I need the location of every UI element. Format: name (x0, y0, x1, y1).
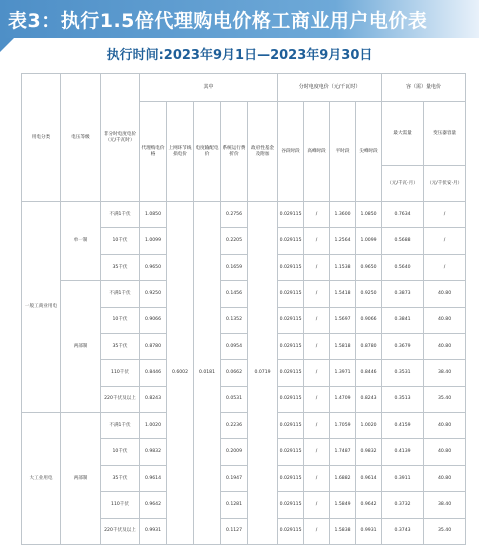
cell-valley: / (304, 492, 330, 518)
cell-price: 0.9614 (140, 465, 167, 491)
cell-price: 0.8243 (140, 386, 167, 412)
cell-flat: 0.8446 (356, 360, 382, 386)
page-title: 表3：执行1.5倍代理购电价格工商业用户电价表 (8, 10, 428, 32)
cell-peak: 1.2564 (330, 228, 356, 254)
cell-top: 0.3911 (382, 465, 424, 491)
cell-price: 0.9642 (140, 492, 167, 518)
cell-valley: / (304, 202, 330, 228)
cell-flat: 1.0099 (356, 228, 382, 254)
cell-valley: / (304, 465, 330, 491)
cell-valley: / (304, 281, 330, 307)
cell-fund: 0.029115 (278, 439, 304, 465)
cell-line-shared: 0.0181 (194, 202, 221, 545)
cell-fund: 0.029115 (278, 307, 304, 333)
cell-transmission: 0.0662 (221, 360, 248, 386)
cell-fund: 0.029115 (278, 202, 304, 228)
price-table (21, 73, 466, 545)
header-fund: 政府性基金及附加 (248, 102, 278, 202)
cell-peak: 1.4709 (330, 386, 356, 412)
cell-top: 0.7634 (382, 202, 424, 228)
cell-price: 0.9066 (140, 307, 167, 333)
cell-flat: 0.9650 (356, 254, 382, 280)
header-proxy: 代理购电价格 (140, 102, 167, 202)
cell-demand: 40.80 (424, 439, 466, 465)
cell-transmission: 0.1127 (221, 518, 248, 545)
cell-demand: 35.40 (424, 386, 466, 412)
cell-top: 0.3679 (382, 333, 424, 359)
subgroup-cell: 两部制 (61, 281, 101, 413)
cell-system-shared: 0.0719 (248, 202, 278, 545)
cell-voltage: 不满1千伏 (101, 281, 140, 307)
cell-voltage: 不满1千伏 (101, 413, 140, 439)
cell-peak: 1.5818 (330, 333, 356, 359)
cell-peak: 1.7059 (330, 413, 356, 439)
cell-valley: / (304, 228, 330, 254)
cell-voltage: 35千伏 (101, 254, 140, 280)
cell-voltage: 35千伏 (101, 333, 140, 359)
cell-demand: 40.80 (424, 413, 466, 439)
header-demand-unit: （元/千瓦·月） (382, 166, 424, 202)
header-transmission: 电度输配电价 (194, 102, 221, 202)
cell-transmission: 0.1947 (221, 465, 248, 491)
cell-flat: 1.0020 (356, 413, 382, 439)
cell-demand: 40.80 (424, 465, 466, 491)
title-banner (0, 0, 479, 38)
cell-voltage: 10千伏 (101, 439, 140, 465)
cell-price: 1.0020 (140, 413, 167, 439)
cell-fund: 0.029115 (278, 465, 304, 491)
cell-peak: 1.5418 (330, 281, 356, 307)
cell-fund: 0.029115 (278, 360, 304, 386)
cell-fund: 0.029115 (278, 413, 304, 439)
cell-fund: 0.029115 (278, 254, 304, 280)
header-transformer-unit: （元/千伏安·月） (424, 166, 466, 202)
cell-demand: 38.40 (424, 492, 466, 518)
cell-valley: / (304, 518, 330, 545)
cell-demand: 40.80 (424, 307, 466, 333)
header-capacity: 容（需）量电价 (382, 74, 466, 102)
header-peak: 高峰时段 (304, 102, 330, 202)
cell-transmission: 0.2756 (221, 202, 248, 228)
cell-transmission: 0.2205 (221, 228, 248, 254)
cell-top: 0.3732 (382, 492, 424, 518)
cell-transmission: 0.2236 (221, 413, 248, 439)
price-table-container (21, 73, 465, 545)
cell-transmission: 0.0954 (221, 333, 248, 359)
cell-peak: 1.3971 (330, 360, 356, 386)
header-price: 非分时电度电价（元/千瓦时） (101, 74, 140, 202)
cell-demand: 40.80 (424, 281, 466, 307)
cell-flat: 0.9642 (356, 492, 382, 518)
cell-valley: / (304, 439, 330, 465)
cell-fund: 0.029115 (278, 386, 304, 412)
cell-valley: / (304, 386, 330, 412)
cell-voltage: 220千伏及以上 (101, 518, 140, 545)
cell-price: 0.8446 (140, 360, 167, 386)
effective-period: 执行时间:2023年9月1日—2023年9月30日 (106, 48, 373, 63)
cell-transmission: 0.1456 (221, 281, 248, 307)
cell-voltage: 220千伏及以上 (101, 386, 140, 412)
cell-transmission: 0.2009 (221, 439, 248, 465)
cell-fund: 0.029115 (278, 518, 304, 545)
cell-peak: 1.5838 (330, 518, 356, 545)
cell-peak: 1.7487 (330, 439, 356, 465)
cell-voltage: 110千伏 (101, 360, 140, 386)
cell-peak: 1.5849 (330, 492, 356, 518)
cell-voltage: 10千伏 (101, 307, 140, 333)
header-category: 用电分类 (22, 74, 61, 202)
cell-demand: 35.40 (424, 518, 466, 545)
cell-flat: 0.8780 (356, 333, 382, 359)
cell-peak: 1.5697 (330, 307, 356, 333)
cell-voltage: 35千伏 (101, 465, 140, 491)
header-top: 尖峰时段 (356, 102, 382, 202)
cell-peak: 1.3600 (330, 202, 356, 228)
cell-transmission: 0.1659 (221, 254, 248, 280)
header-demand: 最大需量 (382, 102, 424, 166)
cell-flat: 0.9832 (356, 439, 382, 465)
cell-proxy-shared: 0.6002 (167, 202, 194, 545)
cell-price: 1.0850 (140, 202, 167, 228)
header-components: 其中 (140, 74, 278, 102)
cell-valley: / (304, 307, 330, 333)
header-tou: 分时电度电价（元/千瓦时） (278, 74, 382, 102)
cell-transmission: 0.1352 (221, 307, 248, 333)
subgroup-cell: 两部制 (61, 413, 101, 545)
cell-fund: 0.029115 (278, 228, 304, 254)
cell-top: 0.5688 (382, 228, 424, 254)
cell-top: 0.5640 (382, 254, 424, 280)
cell-demand: 40.80 (424, 333, 466, 359)
cell-flat: 0.9066 (356, 307, 382, 333)
header-transformer: 变压器容量 (424, 102, 466, 166)
cell-flat: 0.8243 (356, 386, 382, 412)
cell-top: 0.4159 (382, 413, 424, 439)
cell-top: 0.3841 (382, 307, 424, 333)
cell-price: 0.9832 (140, 439, 167, 465)
cell-top: 0.3743 (382, 518, 424, 545)
cell-voltage: 110千伏 (101, 492, 140, 518)
subgroup-cell: 单一制 (61, 202, 101, 281)
cell-fund: 0.029115 (278, 333, 304, 359)
cell-peak: 1.6882 (330, 465, 356, 491)
header-voltage: 电压等级 (61, 74, 101, 202)
cell-valley: / (304, 254, 330, 280)
cell-flat: 0.9250 (356, 281, 382, 307)
cell-demand: / (424, 202, 466, 228)
cell-price: 0.9650 (140, 254, 167, 280)
cell-flat: 1.0850 (356, 202, 382, 228)
cell-fund: 0.029115 (278, 281, 304, 307)
group-cell: 一般工商业用电 (22, 202, 61, 413)
cell-flat: 0.9931 (356, 518, 382, 545)
cell-voltage: 10千伏 (101, 228, 140, 254)
cell-voltage: 不满1千伏 (101, 202, 140, 228)
cell-flat: 0.9614 (356, 465, 382, 491)
cell-top: 0.3513 (382, 386, 424, 412)
cell-valley: / (304, 333, 330, 359)
cell-fund: 0.029115 (278, 492, 304, 518)
cell-price: 0.8780 (140, 333, 167, 359)
cell-valley: / (304, 360, 330, 386)
cell-transmission: 0.0531 (221, 386, 248, 412)
cell-top: 0.3873 (382, 281, 424, 307)
cell-demand: / (424, 254, 466, 280)
cell-demand: 38.40 (424, 360, 466, 386)
header-line-loss: 上网环节线损电价 (167, 102, 194, 202)
group-cell: 大工业用电 (22, 413, 61, 545)
cell-demand: / (424, 228, 466, 254)
header-system: 系统运行费折价 (221, 102, 248, 202)
cell-price: 0.9931 (140, 518, 167, 545)
cell-peak: 1.1538 (330, 254, 356, 280)
cell-valley: / (304, 413, 330, 439)
cell-top: 0.4139 (382, 439, 424, 465)
cell-transmission: 0.1281 (221, 492, 248, 518)
cell-price: 0.9250 (140, 281, 167, 307)
header-valley: 谷段时段 (278, 102, 304, 202)
header-flat: 平时段 (330, 102, 356, 202)
cell-price: 1.0099 (140, 228, 167, 254)
cell-top: 0.3531 (382, 360, 424, 386)
